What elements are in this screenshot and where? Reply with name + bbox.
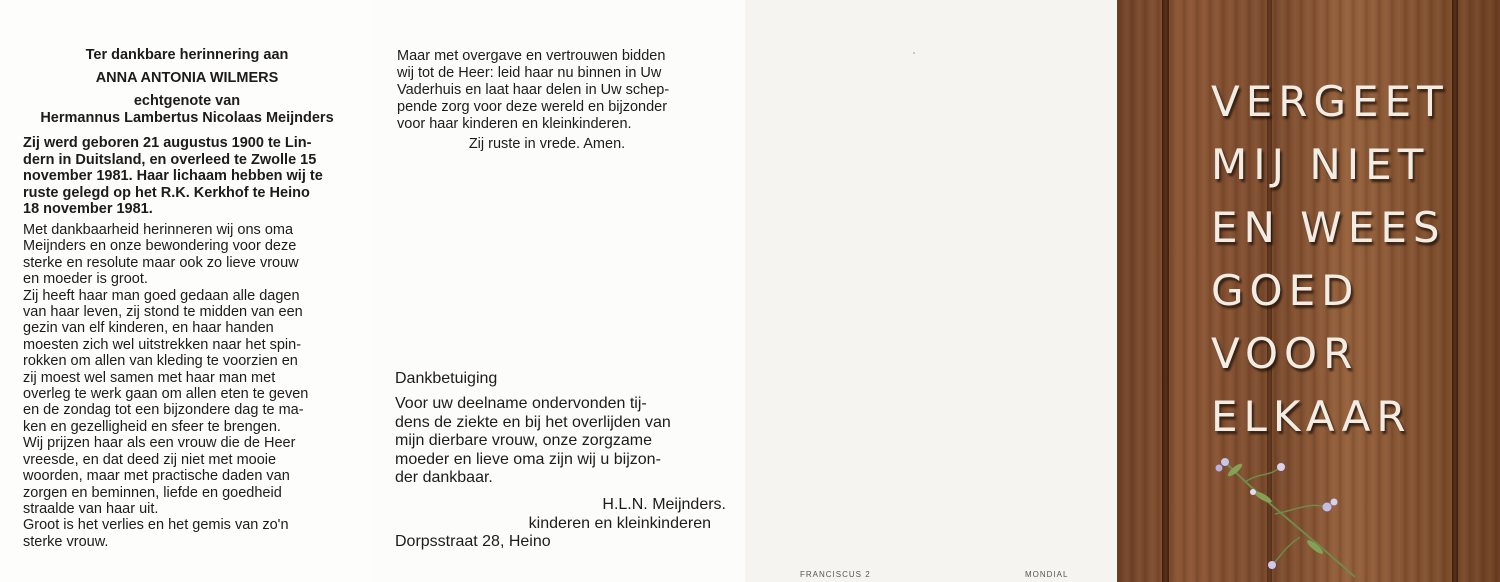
verse-line: VERGEET (1211, 77, 1449, 126)
body-line: en moeder is groot. (23, 271, 148, 288)
bio-line: Zij werd geboren 21 augustus 1900 te Lin- (23, 135, 312, 151)
body-line: zorgen en beminnen, liefde en goedheid (23, 484, 282, 501)
body-line: Zij heeft haar man goed gedaan alle dagen (23, 287, 300, 304)
body-line: van haar leven, zij stond te midden van een (23, 304, 303, 321)
publisher-label: MONDIAL (1025, 570, 1069, 579)
bio-line: ruste gelegd op het R.K. Kerkhof te Heino (23, 184, 310, 201)
amen-line: Zij ruste in vrede. Amen. (468, 136, 626, 152)
thanks-line: moeder en lieve oma zijn wij u bijzon- (395, 450, 661, 468)
body-line: sterke en resolute maar ook zo lieve vrouw (23, 254, 299, 271)
body-line: moesten zich wel uitstrekken naar het spin- (23, 336, 302, 353)
verse-line: ELKAAR (1211, 392, 1412, 441)
verse-line: VOOR (1211, 329, 1359, 378)
cover-verse (1211, 70, 1449, 448)
body-line: Met dankbaarheid herinneren wij ons oma (23, 222, 294, 238)
cover-photo-panel (1117, 0, 1500, 582)
back-panel (745, 0, 1117, 582)
body-line: ken en gezelligheid en sfeer te brengen. (23, 418, 281, 435)
bio-line: dern in Duitsland, en overleed te Zwolle 15 (23, 151, 317, 168)
signature-sub: kinderen en kleinkinderen (528, 515, 711, 532)
prayer-line: Vaderhuis en laat haar delen in Uw schep- (397, 82, 670, 98)
prayer-line: Maar met overgave en vertrouwen bidden (397, 48, 666, 64)
spouse-name: Hermannus Lambertus Nicolaas Meijnders (40, 110, 334, 126)
thanks-line: dens de ziekte en bij het overlijden van (395, 413, 671, 431)
bio-block (23, 135, 353, 218)
speck (913, 52, 915, 54)
body-line: en de zondag tot een bijzondere dag te ma- (23, 402, 304, 419)
body-line: overleg te werk gaan om allen eten te geven (23, 386, 309, 403)
bio-line: november 1981. Haar lichaam hebben wij te (23, 168, 323, 185)
body-line: Meijnders en onze bewondering voor deze (23, 238, 297, 255)
prayer-line: pende zorg voor deze wereld en bijzonder (397, 99, 668, 115)
middle-text-panel (372, 0, 745, 582)
prayer-line: wij tot de Heer: leid haar nu binnen in Uw (397, 65, 662, 81)
body-line: rokken om allen van kleding te voorzien en (23, 353, 298, 370)
thanks-line: Voor uw deelname ondervonden tij- (395, 395, 647, 412)
verse-line: EN WEES (1211, 203, 1446, 252)
body-line: vreesde, en dat deed zij niet met mooie (23, 451, 277, 468)
thanks-line: mijn dierbare vrouw, onze zorgzame (395, 432, 653, 449)
spouse-label: echtgenote van (133, 93, 241, 109)
body-line: sterke vrouw. (23, 533, 109, 550)
body-line: woorden, maar met practische daden van (23, 468, 290, 485)
body-line: Groot is het verlies en het gemis van zo'n (23, 517, 289, 534)
intro-line: Ter dankbare herinnering aan (85, 47, 289, 63)
body-line: zij moest wel samen met haar man met (23, 369, 276, 386)
body-line: gezin van elf kinderen, en haar handen (23, 320, 274, 337)
series-label: FRANCISCUS 2 (800, 570, 871, 579)
forget-me-not-flower-icon (1205, 452, 1365, 582)
prayer-line: voor haar kinderen en kleinkinderen. (397, 116, 632, 132)
plank-gap (1452, 0, 1458, 582)
body-line: Wij prijzen haar als een vrouw die de Heer (23, 435, 296, 452)
prayer-block (397, 48, 727, 133)
signature-name: H.L.N. Meijnders. (602, 496, 726, 513)
plank-gap (1162, 0, 1169, 582)
body-line: straalde van haar uit. (23, 500, 159, 517)
verse-line: MIJ NIET (1211, 140, 1430, 189)
address: Dorpsstraat 28, Heino (395, 533, 551, 550)
left-text-panel (0, 0, 372, 582)
deceased-name: ANNA ANTONIA WILMERS (95, 70, 279, 86)
thanks-block (395, 395, 725, 488)
bio-line: 18 november 1981. (23, 201, 153, 218)
verse-line: GOED (1211, 266, 1360, 315)
thanks-title: Dankbetuiging (395, 370, 498, 387)
body-block (23, 222, 353, 550)
thanks-line: der dankbaar. (395, 469, 493, 486)
